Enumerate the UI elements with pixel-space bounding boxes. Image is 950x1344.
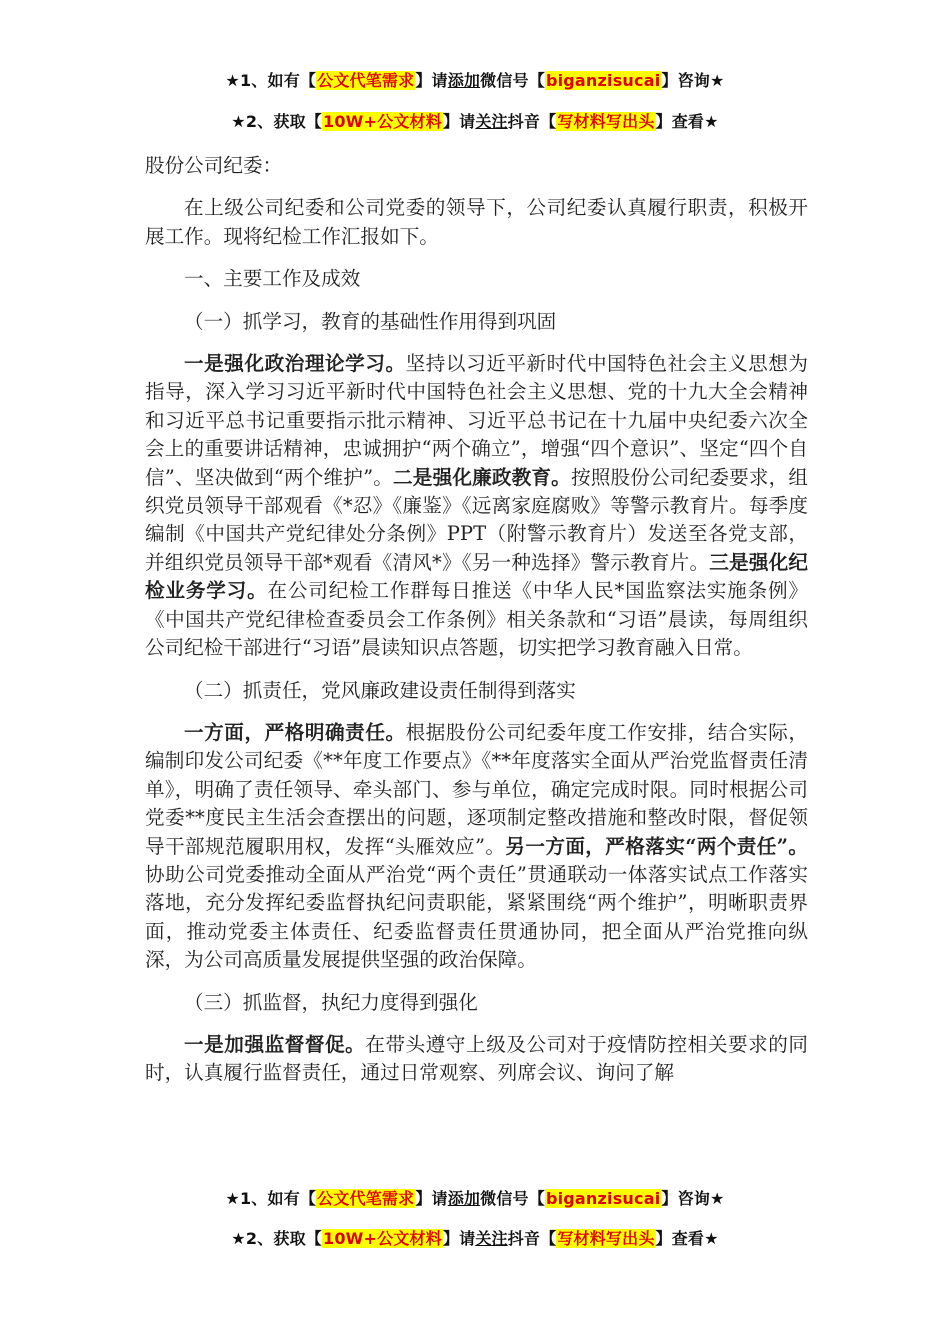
section-3-title: （三）抓监督，执纪力度得到强化 (184, 990, 478, 1014)
lead-phrase: 一方面，严格明确责任。 (184, 720, 406, 744)
banner-text: 】请 (415, 1189, 448, 1208)
banner-text: ★1、如有【 (225, 1189, 317, 1208)
section-2-title: （二）抓责任，党风廉政建设责任制得到落实 (184, 678, 576, 702)
banner-text: 】请 (442, 1229, 476, 1248)
banner-highlight: 10W+公文材料 (322, 1229, 442, 1248)
lead-phrase: 另一方面，严格落实“两个责任”。 (505, 834, 808, 858)
banner-text: ★1、如有【 (225, 71, 317, 90)
banner-underlined: 添加 (447, 1189, 481, 1208)
banner-highlight: biganzisucai (545, 71, 661, 90)
banner-highlight: 10W+公文材料 (322, 112, 442, 131)
body-text: 根据股份公司纪委年度工作安排，结合实际，编制印发公司纪委《**年度工作要点》《**年度落实全面从严治党监督责任清单》，明确了责任领导、牵头部门、参与单位，确定完成时限。同时根据公司党委**度民主生活会查摆出的问题，逐项制定整改措施和整改时限，督促领导干部规范履职用权，发挥“头雁效应”。 (145, 720, 809, 858)
banner-underlined: 添加 (447, 71, 481, 90)
banner-text: 】请 (442, 112, 476, 131)
promo-banner-top-2 (0, 111, 950, 133)
body-text: 协助公司党委推动全面从严治党“两个责任”贯通联动一体落实试点工作落实落地，充分发挥纪委监督执纪问责职能，紧紧围绕“两个维护”，明晰职责界面，推动党委主体责任、纪委监督责任贯通协同，把全面从严治党推向纵深，为公司高质量发展提供坚强的政治保障。 (145, 862, 808, 972)
banner-underlined: 关注 (475, 1229, 508, 1248)
banner-text: 微信号【 (480, 1189, 545, 1208)
document-body (145, 152, 808, 1088)
body-text: 在公司纪检工作群每日推送《中华人民*国监察法实施条例》《中国共产党纪律检查委员会工作条例》相关条款和“习语”晨读，每周组织公司纪检干部进行“习语”晨读知识点答题，切实把学习教育融入日常。 (145, 579, 809, 660)
banner-text: 】咨询★ (661, 1189, 725, 1208)
body-text: 按照股份公司纪委要求，组织党员领导干部观看《*忍》《廉鉴》《远离家庭腐败》等警示教育片。每季度编制《中国共产党纪律处分条例》PPT（附警示教育片）发送至各党支部，并组织党员领导干部*观看《清风*》《另一种选择》警示教育片。 (145, 465, 808, 574)
banner-text: 抖音【 (507, 112, 557, 131)
lead-phrase: 一是加强监督督促。 (184, 1032, 366, 1056)
section-3-paragraph (145, 1031, 808, 1088)
banner-text: 】查看★ (655, 112, 719, 131)
banner-text: ★2、获取【 (231, 112, 322, 131)
promo-banner-bottom-2 (0, 1228, 950, 1250)
lead-phrase: 一是强化政治理论学习。 (184, 352, 406, 376)
body-text: 忠诚拥护“两个确立”，增强“四个意识”、坚定“四个自信”、坚决做到“两个维护”。 (145, 437, 808, 489)
banner-underlined: 关注 (475, 112, 508, 131)
banner-highlight: 写材料写出头 (557, 1229, 655, 1248)
banner-text: 微信号【 (480, 71, 545, 90)
banner-text: ★2、获取【 (231, 1229, 322, 1248)
banner-text: 】查看★ (655, 1229, 719, 1248)
body-text: 在带头遵守上级及公司对于疫情防控相关要求的同时，认真履行监督责任，通过日常观察、列席会议、询问了解 (145, 1032, 809, 1085)
section-2-paragraph (145, 719, 808, 975)
section-1-title: （一）抓学习，教育的基础性作用得到巩固 (184, 309, 557, 333)
banner-highlight: 公文代笔需求 (317, 1189, 415, 1208)
lead-phrase: 二是强化廉政教育。 (393, 465, 571, 489)
banner-text: 抖音【 (507, 1229, 557, 1248)
intro-paragraph: 在上级公司纪委和公司党委的领导下，公司纪委认真履行职责，积极开展工作。现将纪检工作汇报如下。 (145, 196, 808, 248)
banner-highlight: biganzisucai (545, 1189, 661, 1208)
lead-phrase: 三是强化纪检业务学习。 (145, 550, 808, 603)
body-text: 坚持以习近平新时代中国特色社会主义思想为指导，深入学习习近平新时代中国特色社会主义思想、党的十九大全会精神和习近平总书记重要指示批示精神、习近平总书记在十九届中央纪委六次全会上的重要讲话精神， (145, 352, 809, 461)
banner-text: 】咨询★ (661, 71, 725, 90)
promo-banner-top-1 (0, 70, 950, 92)
salutation: 股份公司纪委： (145, 154, 283, 177)
section-1-paragraph (145, 350, 808, 662)
heading-1: 一、主要工作及成效 (184, 267, 361, 291)
banner-text: 】请 (415, 71, 448, 90)
banner-highlight: 写材料写出头 (557, 112, 655, 131)
promo-banner-bottom-1 (0, 1188, 950, 1210)
banner-highlight: 公文代笔需求 (317, 71, 415, 90)
